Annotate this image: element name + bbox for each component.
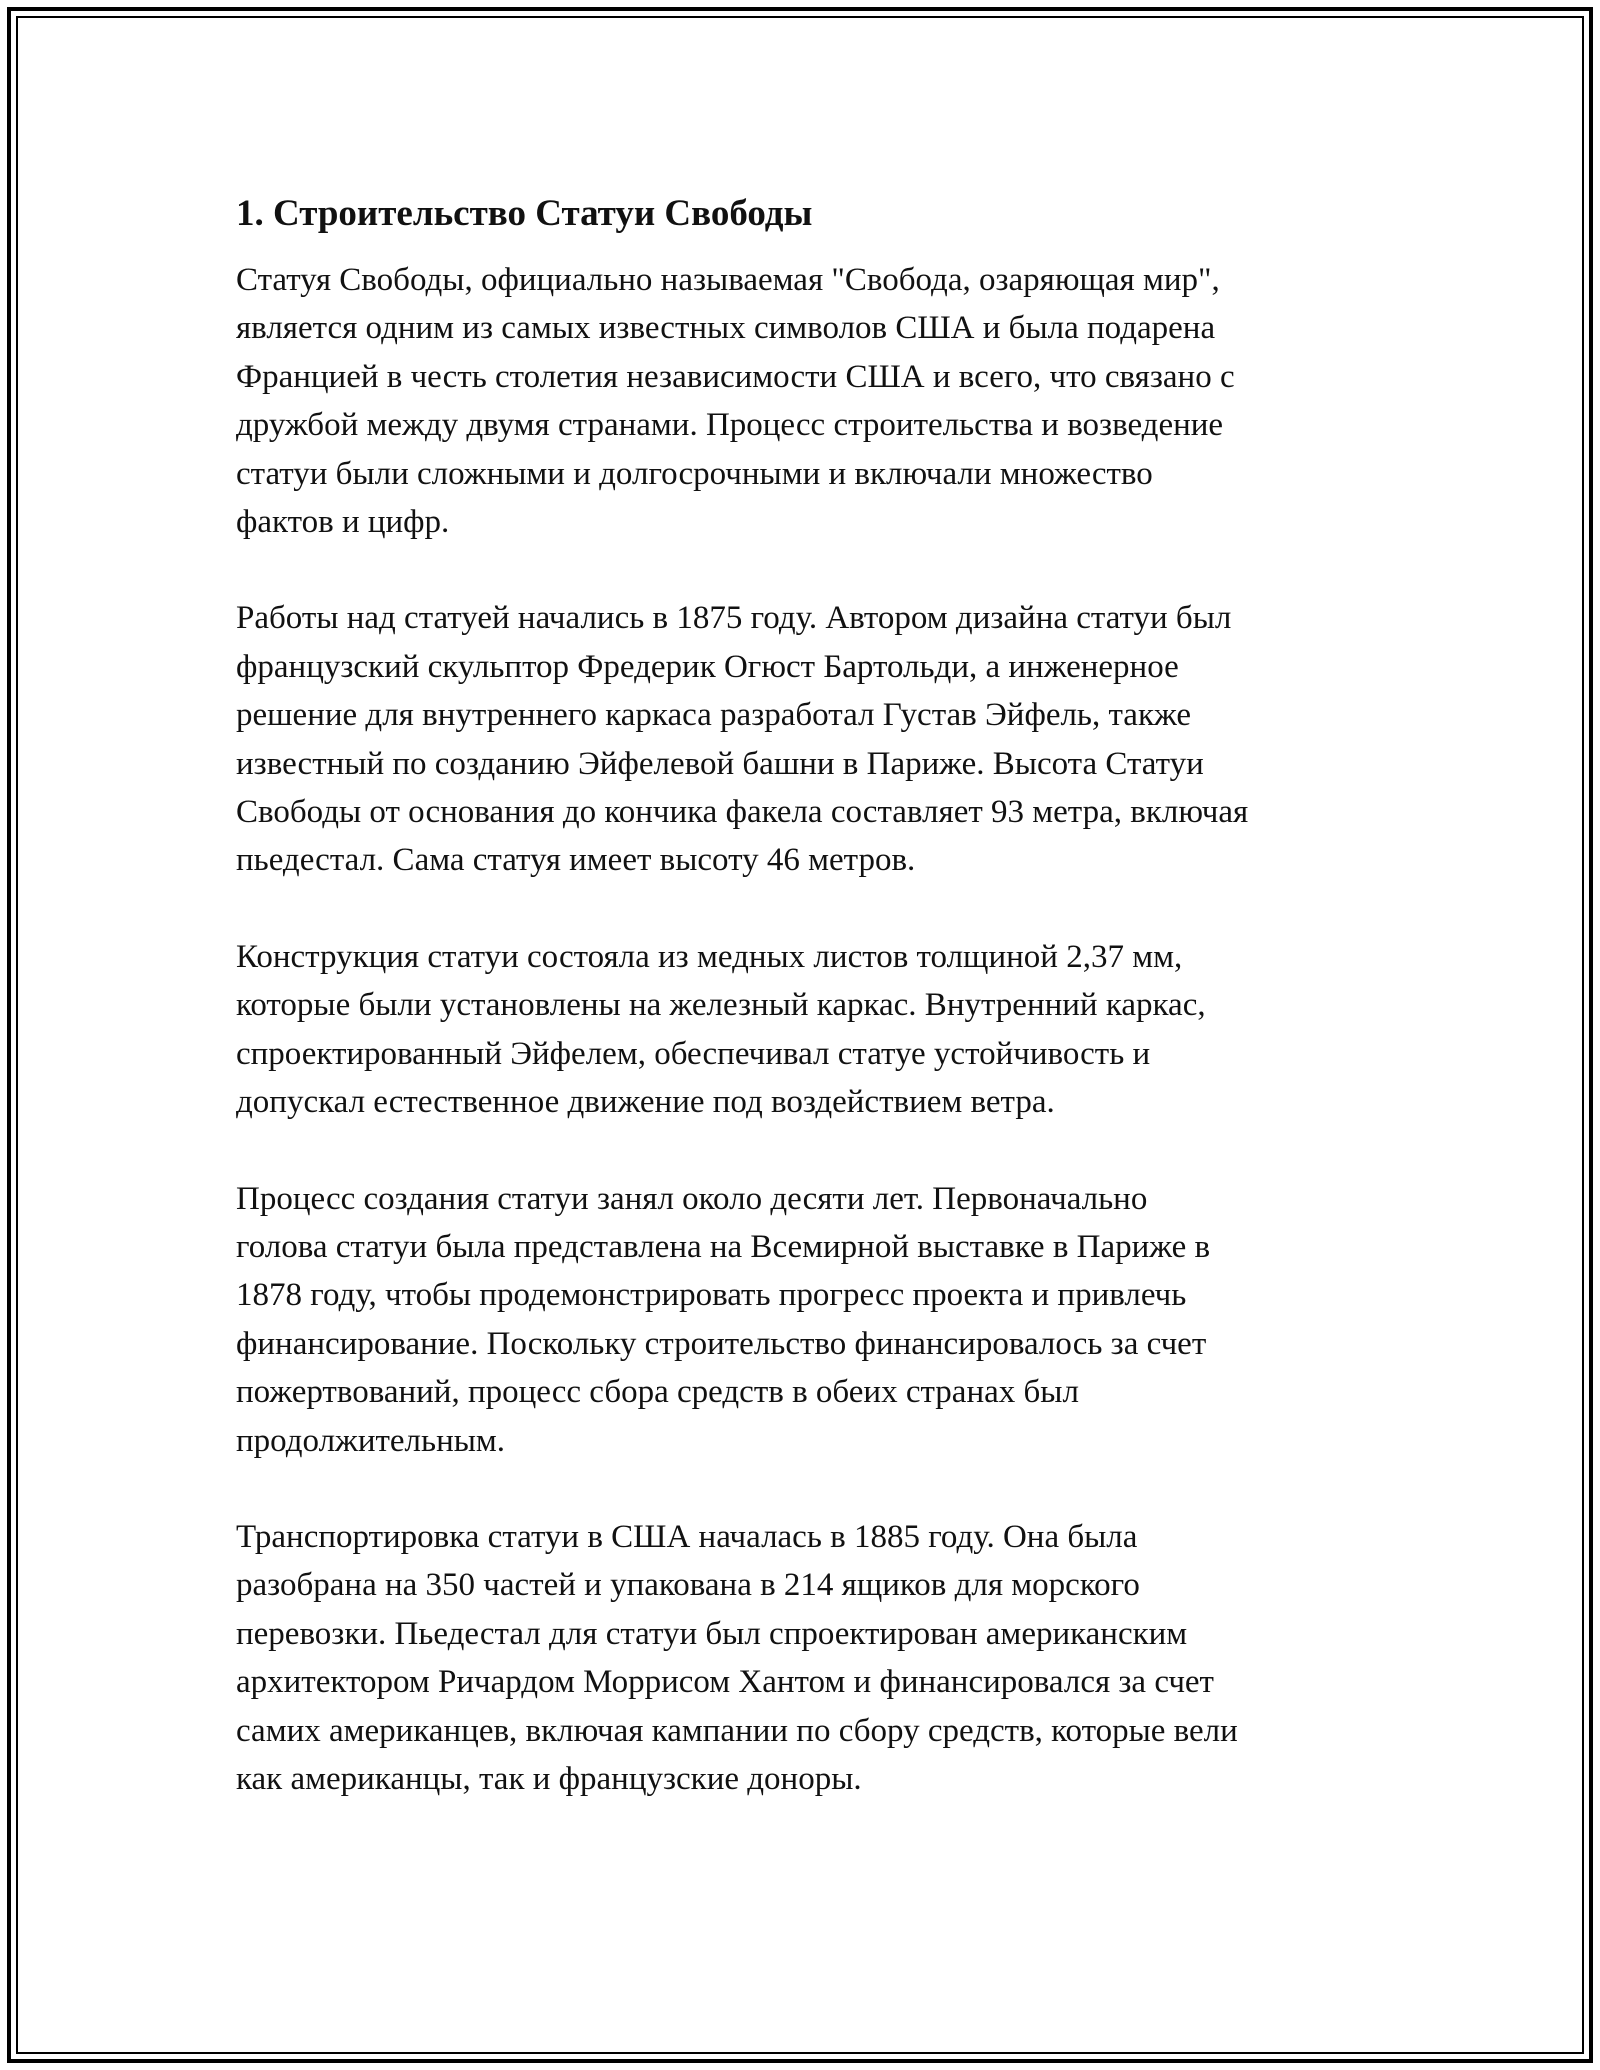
text-line: голова статуи была представлена на Всемирной выставке в Париже в	[236, 1228, 1211, 1265]
text-line: Конструкция статуи состояла из медных листов толщиной 2,37 мм,	[236, 938, 1183, 975]
text-line: статуи были сложными и долгосрочными и включали множество	[236, 455, 1153, 492]
text-line: продолжительным.	[236, 1422, 506, 1459]
paragraph-construction	[236, 933, 1386, 1127]
text-line: Статуя Свободы, официально называемая "Свобода, озаряющая мир",	[236, 262, 1220, 298]
paragraph-intro	[236, 256, 1386, 546]
text-line: пьедестал. Сама статуя имеет высоту 46 метров.	[236, 842, 916, 879]
text-line: дружбой между двумя странами. Процесс строительства и возведение	[236, 407, 1224, 444]
text-line: известный по созданию Эйфелевой башни в Париже. Высота Статуи	[236, 745, 1204, 782]
text-line: Францией в честь столетия независимости США и всего, что связано с	[236, 358, 1235, 395]
paragraph-transport	[236, 1513, 1386, 1803]
text-line: решение для внутреннего каркаса разработал Густав Эйфель, также	[236, 697, 1192, 734]
text-line: Работы над статуей начались в 1875 году. Автором дизайна статуи был	[236, 600, 1232, 637]
paragraph-design	[236, 594, 1386, 884]
text-line: допускал естественное движение под воздействием ветра.	[236, 1084, 1055, 1121]
text-line: самих американцев, включая кампании по сбору средств, которые вели	[236, 1712, 1238, 1749]
text-line: как американцы, так и французские доноры.	[236, 1760, 862, 1797]
text-line: перевозки. Пьедестал для статуи был спроектирован американским	[236, 1615, 1188, 1652]
text-line: фактов и цифр.	[236, 504, 450, 541]
text-line: является одним из самых известных символов США и была подарена	[236, 310, 1216, 347]
section-heading: 1. Строительство Статуи Свободы	[236, 193, 813, 234]
text-line: Транспортировка статуи в США началась в 1885 году. Она была	[236, 1518, 1138, 1555]
document-body	[236, 188, 1386, 1851]
text-line: которые были установлены на железный каркас. Внутренний каркас,	[236, 987, 1206, 1024]
text-line: Свободы от основания до кончика факела составляет 93 метра, включая	[236, 794, 1249, 831]
text-line: разобрана на 350 частей и упакована в 214 ящиков для морского	[236, 1567, 1140, 1604]
text-line: финансирование. Поскольку строительство финансировалось за счет	[236, 1325, 1207, 1362]
text-line: спроектированный Эйфелем, обеспечивал статуе устойчивость и	[236, 1035, 1151, 1072]
text-line: французский скульптор Фредерик Огюст Бартольди, а инженерное	[236, 648, 1179, 685]
text-line: Процесс создания статуи занял около десяти лет. Первоначально	[236, 1180, 1148, 1217]
paragraph-process	[236, 1175, 1386, 1465]
text-line: пожертвований, процесс сбора средств в обеих странах был	[236, 1374, 1079, 1411]
text-line: архитектором Ричардом Моррисом Хантом и финансировался за счет	[236, 1664, 1214, 1701]
text-line: 1878 году, чтобы продемонстрировать прогресс проекта и привлечь	[236, 1277, 1187, 1314]
